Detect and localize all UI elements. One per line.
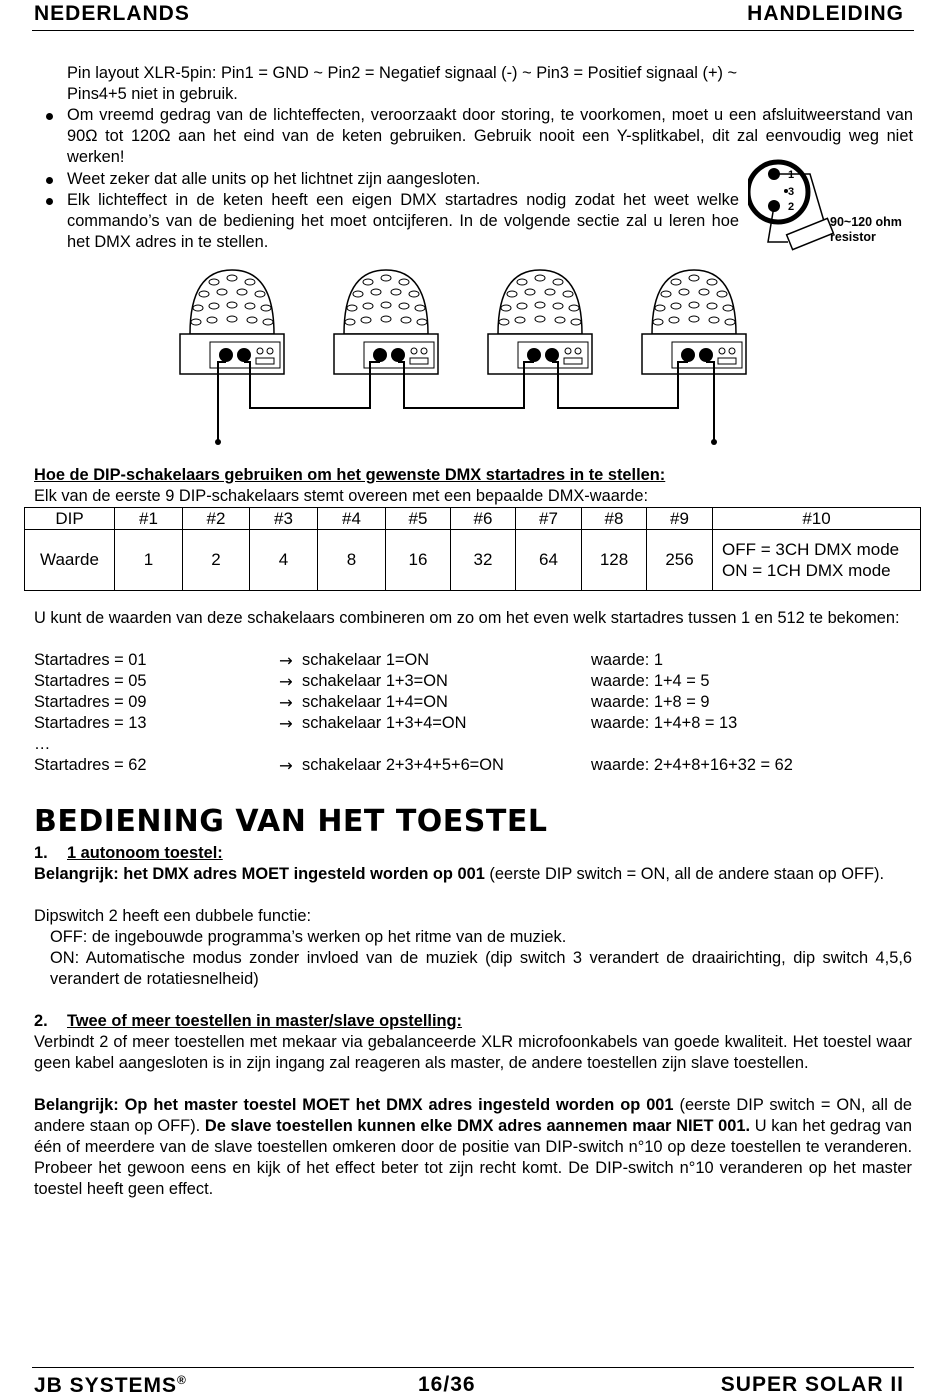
example-row bbox=[34, 671, 914, 692]
dip-value-row bbox=[25, 530, 921, 591]
dip2-on: ON: Automatische modus zonder invloed van de muziek (dip switch 3 verandert de draairichting, dip switch 4,5,6 verandert de rotatiesnelheid) bbox=[50, 949, 912, 988]
footer-page-number: 16/36 bbox=[418, 1373, 476, 1396]
section-1-important-rest: (eerste DIP switch = ON, all de andere staan op OFF). bbox=[484, 865, 885, 883]
example-value: waarde: 1+4+8 = 13 bbox=[591, 714, 738, 732]
dip-row-label: Waarde bbox=[25, 530, 115, 591]
dip-value-cell: 256 bbox=[647, 530, 713, 591]
dip-header-cell: #3 bbox=[250, 508, 318, 530]
bullet-dot bbox=[46, 113, 53, 120]
example-value: waarde: 1 bbox=[591, 651, 663, 669]
example-address: Startadres = 05 bbox=[34, 672, 147, 690]
dip-section-intro: Elk van de eerste 9 DIP-schakelaars stemt overeen met een bepaalde DMX-waarde: bbox=[34, 487, 649, 505]
footer-brand-name: JB SYSTEMS bbox=[34, 1374, 178, 1397]
dip-value-cell: 4 bbox=[250, 530, 318, 591]
example-switch: schakelaar 1+3=ON bbox=[302, 672, 448, 690]
dip-header-cell: #8 bbox=[582, 508, 647, 530]
example-address: Startadres = 62 bbox=[34, 756, 147, 774]
pin-layout-line: Pin layout XLR-5pin: Pin1 = GND ~ Pin2 = Negatief signaal (-) ~ Pin3 = Positief signaal (+) ~ bbox=[67, 64, 738, 82]
dip-header-cell: DIP bbox=[25, 508, 115, 530]
example-switch: schakelaar 2+3+4+5+6=ON bbox=[302, 756, 504, 774]
resistor-label: resistor bbox=[830, 230, 876, 244]
arrow-icon: → bbox=[279, 693, 293, 712]
resistor-symbol bbox=[787, 218, 834, 249]
dip-value-cell: 8 bbox=[318, 530, 386, 591]
arrow-icon: → bbox=[279, 672, 293, 691]
arrow-icon: → bbox=[279, 756, 293, 775]
header-manual-label: HANDLEIDING bbox=[747, 2, 904, 25]
example-switch: schakelaar 1+4=ON bbox=[302, 693, 448, 711]
bullet-dot bbox=[46, 177, 53, 184]
section-1-number: 1. bbox=[34, 844, 48, 862]
resistor-value-label: 90~120 ohm bbox=[830, 215, 902, 229]
example-address: Startadres = 09 bbox=[34, 693, 147, 711]
pin-1-label: 1 bbox=[788, 169, 795, 181]
dip10-mode-cell bbox=[713, 530, 921, 591]
dip-header-cell: #6 bbox=[451, 508, 516, 530]
example-row bbox=[34, 755, 914, 776]
pin-3-label: 3 bbox=[788, 186, 795, 198]
registered-mark: ® bbox=[177, 1373, 187, 1387]
dip-value-cell: 2 bbox=[183, 530, 250, 591]
dip-value-cell: 1 bbox=[115, 530, 183, 591]
dip-header-cell: #7 bbox=[516, 508, 582, 530]
section-2-number: 2. bbox=[34, 1012, 48, 1030]
example-row bbox=[34, 650, 914, 671]
footer-model: SUPER SOLAR II bbox=[720, 1373, 904, 1396]
dip-header-cell: #5 bbox=[386, 508, 451, 530]
dip2-intro: Dipswitch 2 heeft een dubbele functie: bbox=[34, 907, 312, 925]
dmx-chain-diagram bbox=[170, 262, 790, 452]
footer-rule bbox=[32, 1367, 914, 1368]
section-2-title: Twee of meer toestellen in master/slave opstelling: bbox=[67, 1012, 463, 1030]
example-switch: schakelaar 1+3+4=ON bbox=[302, 714, 467, 732]
example-address: Startadres = 01 bbox=[34, 651, 147, 669]
dip10-on-mode: ON = 1CH DMX mode bbox=[722, 561, 891, 580]
dip-value-cell: 64 bbox=[516, 530, 582, 591]
dip10-off-mode: OFF = 3CH DMX mode bbox=[722, 540, 900, 559]
arrow-icon: → bbox=[279, 714, 293, 733]
section-1-important bbox=[34, 864, 914, 885]
dip-header-cell: #4 bbox=[318, 508, 386, 530]
arrow-icon: → bbox=[279, 651, 293, 670]
section-2-paragraph-2 bbox=[34, 1095, 912, 1200]
bullet-dot bbox=[46, 198, 53, 205]
pin-2-label: 2 bbox=[788, 201, 795, 213]
example-address: Startadres = 13 bbox=[34, 714, 147, 732]
header-language: NEDERLANDS bbox=[34, 2, 190, 25]
header-rule bbox=[32, 30, 914, 31]
address-examples bbox=[34, 650, 914, 776]
example-ellipsis: … bbox=[34, 735, 51, 753]
dip-header-row bbox=[25, 508, 921, 530]
xlr-resistor-diagram bbox=[748, 152, 918, 252]
section-2-paragraph-1: Verbindt 2 of meer toestellen met mekaar via gebalanceerde XLR microfoonkabels van goede kwaliteit. Het toestel waar geen kabel aangesloten is in zijn ingang zal reageren als master, de andere toestellen zijn slave toestellen. bbox=[34, 1033, 912, 1072]
pin-layout-line-2: Pins4+5 niet in gebruik. bbox=[67, 85, 238, 103]
example-row bbox=[34, 692, 914, 713]
dip-value-cell: 32 bbox=[451, 530, 516, 591]
example-switch: schakelaar 1=ON bbox=[302, 651, 430, 669]
dip-header-cell: #1 bbox=[115, 508, 183, 530]
device-unit-1 bbox=[180, 270, 284, 374]
master-important-rest: (eerste DIP switch = ON, all de andere staan op OFF). bbox=[34, 1096, 913, 1135]
example-value: waarde: 1+8 = 9 bbox=[591, 693, 710, 711]
slave-dip10-explanation: U kan het gedrag van één of meerdere van de slave toestellen omkeren door de positie van DIP-switch n°10 op deze toestellen te veranderen. Probeer het gewoon eens en kijk of het effect beter tot zijn recht komt. De DIP-switch n°10 veranderen op het master toestel heeft geen effect. bbox=[34, 1117, 912, 1198]
device-unit-2 bbox=[334, 270, 438, 374]
device-unit-4 bbox=[642, 270, 746, 374]
dip-header-cell: #10 bbox=[713, 508, 921, 530]
dip-header-cell: #2 bbox=[183, 508, 250, 530]
dip-value-cell: 128 bbox=[582, 530, 647, 591]
dip-section-title: Hoe de DIP-schakelaars gebruiken om het gewenste DMX startadres in te stellen: bbox=[34, 466, 666, 484]
section-1-important-bold: Belangrijk: het DMX adres MOET ingesteld worden op 001 bbox=[34, 865, 485, 883]
footer-brand bbox=[34, 1373, 187, 1398]
slave-important-bold: De slave toestellen kunnen elke DMX adres aannemen maar NIET 001. bbox=[204, 1117, 751, 1135]
dip-value-cell: 16 bbox=[386, 530, 451, 591]
example-value: waarde: 1+4 = 5 bbox=[591, 672, 710, 690]
dip-header-cell: #9 bbox=[647, 508, 713, 530]
dmx-cables bbox=[218, 362, 714, 440]
bullet-dmx-address: Elk lichteffect in de keten heeft een eigen DMX startadres nodig zodat het weet welke commando’s van de bediening het moet ontcijferen. In de volgende sectie zal u leren hoe het DMX adres in te stellen. bbox=[67, 191, 739, 251]
master-important-bold: Belangrijk: Op het master toestel MOET het DMX adres ingesteld worden op 001 bbox=[34, 1096, 674, 1114]
bullet-power: Weet zeker dat alle units op het lichtnet zijn aangesloten. bbox=[67, 170, 481, 188]
dip2-off: OFF: de ingebouwde programma’s werken op het ritme van de muziek. bbox=[50, 928, 567, 946]
section-title: BEDIENING VAN HET TOESTEL bbox=[34, 804, 548, 839]
device-unit-3 bbox=[488, 270, 592, 374]
example-row bbox=[34, 713, 914, 734]
combine-text: U kunt de waarden van deze schakelaars combineren om zo om het even welk startadres tussen 1 en 512 te bekomen: bbox=[34, 609, 900, 627]
example-value: waarde: 2+4+8+16+32 = 62 bbox=[591, 756, 793, 774]
dip-value-table bbox=[24, 507, 921, 591]
section-1-title: 1 autonoom toestel: bbox=[67, 844, 223, 862]
bullet-termination: Om vreemd gedrag van de lichteffecten, veroorzaakt door storing, te voorkomen, moet u een afsluitweerstand van 90Ω tot 120Ω aan het eind van de keten gebruiken. Gebruik nooit een Y-splitkabel, dit zal eenvoudig weg niet werken! bbox=[67, 106, 913, 166]
